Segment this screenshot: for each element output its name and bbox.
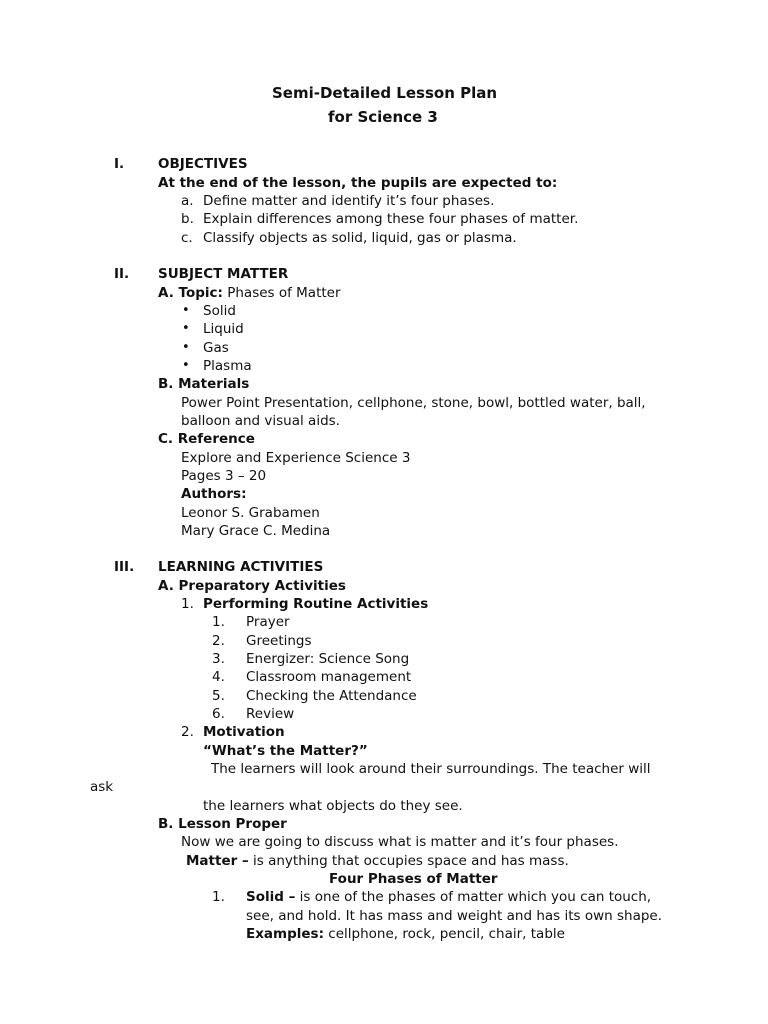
topic-item-solid: Solid (203, 303, 236, 319)
bullet-icon: • (182, 321, 190, 336)
topic-item-gas: Gas (203, 340, 229, 356)
motivation-title: “What’s the Matter?” (203, 743, 368, 759)
topic-value: Phases of Matter (227, 285, 341, 301)
motivation-text-line2: ask (90, 779, 114, 795)
routine-label: Performing Routine Activities (203, 596, 429, 612)
motivation-number: 2. (181, 724, 194, 740)
lesson-intro: Now we are going to discuss what is matter and it’s four phases. (181, 834, 619, 850)
authors-label: Authors: (181, 486, 247, 502)
author-2: Mary Grace C. Medina (181, 523, 331, 539)
section-numeral-learning-activities: III. (114, 559, 135, 575)
topic-item-liquid: Liquid (203, 321, 244, 337)
motivation-text-line1: The learners will look around their surroundings. The teacher will (211, 761, 651, 777)
section-heading-learning-activities: LEARNING ACTIVITIES (158, 559, 324, 575)
document-title-line1: Semi-Detailed Lesson Plan (272, 84, 498, 102)
routine-item-text: Greetings (246, 633, 312, 649)
reference-line-2: Pages 3 – 20 (181, 468, 267, 484)
objectives-intro: At the end of the lesson, the pupils are expected to: (158, 175, 558, 191)
materials-line-1: Power Point Presentation, cellphone, stone, bowl, bottled water, ball, (181, 395, 646, 411)
routine-item-number: 6. (212, 706, 225, 722)
examples-text: cellphone, rock, pencil, chair, table (328, 926, 565, 942)
reference-line-1: Explore and Experience Science 3 (181, 450, 411, 466)
objective-text-c: Classify objects as solid, liquid, gas or plasma. (203, 230, 517, 246)
solid-definition-line2: see, and hold. It has mass and weight and has its own shape. (246, 908, 663, 924)
section-heading-objectives: OBJECTIVES (158, 156, 248, 172)
motivation-label: Motivation (203, 724, 285, 740)
bullet-icon: • (182, 303, 190, 318)
matter-def: is anything that occupies space and has mass. (253, 853, 569, 869)
matter-definition (186, 852, 569, 870)
solid-number: 1. (212, 889, 225, 905)
routine-item-number: 4. (212, 669, 225, 685)
routine-item-number: 1. (212, 614, 225, 630)
routine-item-text: Classroom management (246, 669, 412, 685)
routine-item-number: 3. (212, 651, 225, 667)
bullet-icon: • (182, 340, 190, 355)
routine-item-text: Energizer: Science Song (246, 651, 410, 667)
routine-item-text: Checking the Attendance (246, 688, 417, 704)
topic-line (158, 284, 341, 302)
routine-item-number: 2. (212, 633, 225, 649)
materials-label: B. Materials (158, 376, 250, 392)
reference-label: C. Reference (158, 431, 255, 447)
topic-label: A. Topic: (158, 285, 223, 301)
topic-item-plasma: Plasma (203, 358, 252, 374)
objective-text-b: Explain differences among these four phases of matter. (203, 211, 579, 227)
solid-term: Solid – (246, 889, 296, 905)
solid-def-1: is one of the phases of matter which you can touch, (299, 889, 652, 905)
objective-marker-b: b. (181, 211, 194, 227)
objective-marker-c: c. (181, 230, 193, 246)
four-phases-heading: Four Phases of Matter (329, 871, 498, 887)
solid-examples (246, 925, 565, 943)
preparatory-activities-label: A. Preparatory Activities (158, 578, 346, 594)
motivation-text-line3: the learners what objects do they see. (203, 798, 463, 814)
materials-line-2: balloon and visual aids. (181, 413, 340, 429)
author-1: Leonor S. Grabamen (181, 505, 320, 521)
routine-item-text: Prayer (246, 614, 290, 630)
matter-term: Matter – (186, 853, 249, 869)
examples-label: Examples: (246, 926, 324, 942)
document-title-line2: for Science 3 (328, 108, 438, 126)
bullet-icon: • (182, 358, 190, 373)
objective-marker-a: a. (181, 193, 194, 209)
solid-definition-line1 (246, 888, 651, 906)
routine-item-text: Review (246, 706, 295, 722)
section-numeral-objectives: I. (114, 156, 125, 172)
objective-text-a: Define matter and identify it’s four phases. (203, 193, 495, 209)
section-numeral-subject-matter: II. (114, 266, 130, 282)
section-heading-subject-matter: SUBJECT MATTER (158, 266, 289, 282)
lesson-proper-label: B. Lesson Proper (158, 816, 287, 832)
routine-number: 1. (181, 596, 194, 612)
routine-item-number: 5. (212, 688, 225, 704)
